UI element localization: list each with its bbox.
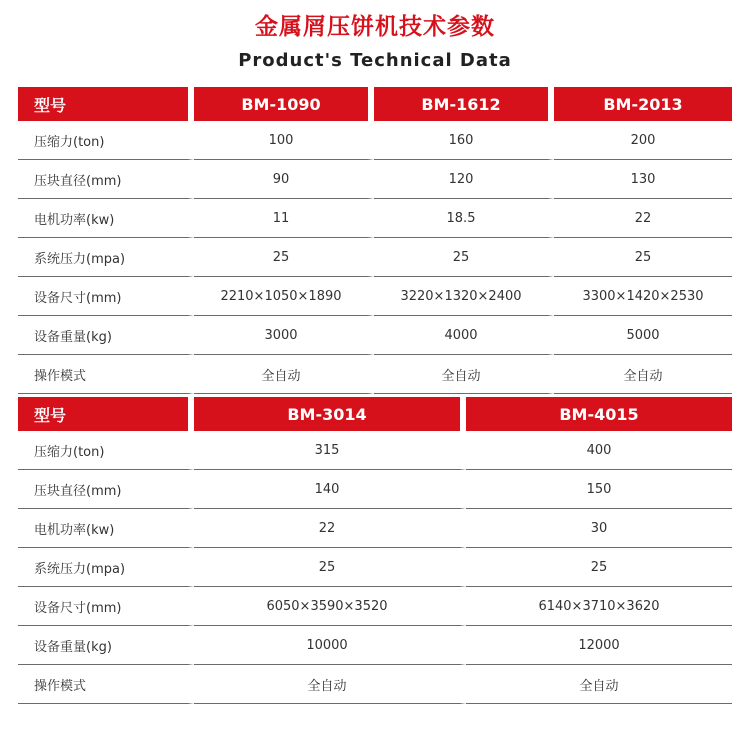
- cell-value: 22: [194, 509, 466, 548]
- table-row: [18, 509, 732, 548]
- cell-value: 160: [374, 121, 554, 160]
- cell-value: 3220×1320×2400: [374, 277, 554, 316]
- cell-value: 12000: [466, 626, 732, 665]
- row-label: 压块直径(mm): [18, 470, 194, 509]
- row-label: 压块直径(mm): [18, 160, 194, 199]
- cell-value: 全自动: [554, 355, 732, 394]
- header-model-bm-2013: BM-2013: [554, 87, 732, 121]
- cell-value: 6140×3710×3620: [466, 587, 732, 626]
- cell-value: 25: [374, 238, 554, 277]
- cell-value: 130: [554, 160, 732, 199]
- row-label: 设备尺寸(mm): [18, 277, 194, 316]
- row-label: 设备重量(kg): [18, 316, 194, 355]
- page-title: 金属屑压饼机技术参数: [255, 14, 495, 40]
- cell-value: 400: [466, 431, 732, 470]
- table-header-row: [18, 87, 732, 121]
- table-row: [18, 121, 732, 160]
- header-model-bm-3014: BM-3014: [194, 397, 466, 431]
- table-row: [18, 238, 732, 277]
- cell-value: 200: [554, 121, 732, 160]
- row-label: 操作模式: [18, 355, 194, 394]
- cell-value: 全自动: [374, 355, 554, 394]
- cell-value: 25: [194, 548, 466, 587]
- cell-value: 25: [194, 238, 374, 277]
- table-row: [18, 277, 732, 316]
- cell-value: 22: [554, 199, 732, 238]
- cell-value: 140: [194, 470, 466, 509]
- cell-value: 150: [466, 470, 732, 509]
- cell-value: 3300×1420×2530: [554, 277, 732, 316]
- row-label: 设备尺寸(mm): [18, 587, 194, 626]
- row-label: 设备重量(kg): [18, 626, 194, 665]
- row-label: 压缩力(ton): [18, 431, 194, 470]
- table-row: [18, 665, 732, 704]
- row-label: 操作模式: [18, 665, 194, 704]
- table-row: [18, 470, 732, 509]
- cell-value: 315: [194, 431, 466, 470]
- header-model-bm-1090: BM-1090: [194, 87, 374, 121]
- cell-value: 4000: [374, 316, 554, 355]
- cell-value: 100: [194, 121, 374, 160]
- row-label: 电机功率(kw): [18, 509, 194, 548]
- table-row: [18, 548, 732, 587]
- cell-value: 3000: [194, 316, 374, 355]
- table-row: [18, 355, 732, 394]
- spec-table-1: [18, 87, 732, 394]
- header-model-bm-4015: BM-4015: [466, 397, 732, 431]
- header-model-label: 型号: [18, 87, 194, 121]
- cell-value: 11: [194, 199, 374, 238]
- row-label: 系统压力(mpa): [18, 238, 194, 277]
- cell-value: 18.5: [374, 199, 554, 238]
- spec-table-2: [18, 397, 732, 704]
- cell-value: 120: [374, 160, 554, 199]
- page-subtitle: Product's Technical Data: [238, 50, 512, 71]
- table-header-row: [18, 397, 732, 431]
- cell-value: 90: [194, 160, 374, 199]
- header-model-bm-1612: BM-1612: [374, 87, 554, 121]
- cell-value: 25: [466, 548, 732, 587]
- row-label: 系统压力(mpa): [18, 548, 194, 587]
- cell-value: 25: [554, 238, 732, 277]
- cell-value: 全自动: [466, 665, 732, 704]
- table-row: [18, 587, 732, 626]
- cell-value: 6050×3590×3520: [194, 587, 466, 626]
- table-row: [18, 160, 732, 199]
- cell-value: 2210×1050×1890: [194, 277, 374, 316]
- table-row: [18, 316, 732, 355]
- row-label: 压缩力(ton): [18, 121, 194, 160]
- cell-value: 30: [466, 509, 732, 548]
- table-row: [18, 199, 732, 238]
- table-row: [18, 626, 732, 665]
- cell-value: 全自动: [194, 665, 466, 704]
- cell-value: 10000: [194, 626, 466, 665]
- table-row: [18, 431, 732, 470]
- cell-value: 5000: [554, 316, 732, 355]
- row-label: 电机功率(kw): [18, 199, 194, 238]
- cell-value: 全自动: [194, 355, 374, 394]
- header-model-label: 型号: [18, 397, 194, 431]
